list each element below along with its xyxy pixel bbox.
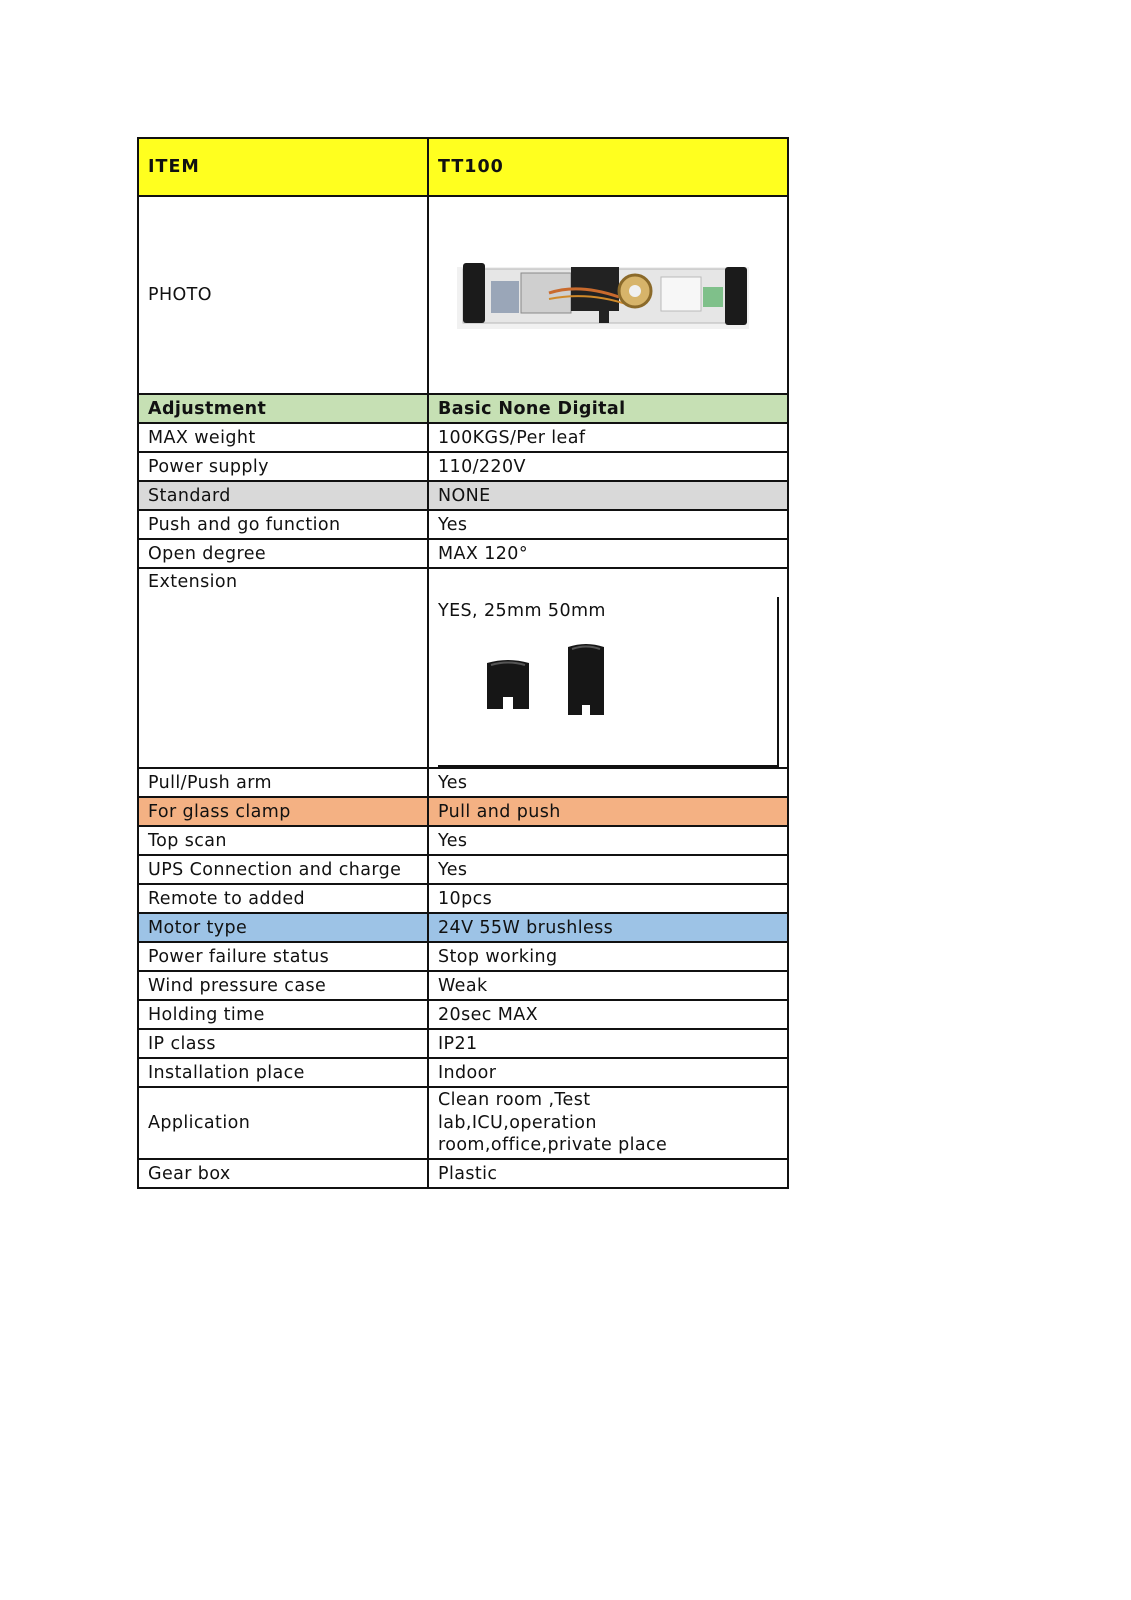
application-label: Application: [138, 1087, 428, 1159]
application-line: lab,ICU,operation: [438, 1112, 597, 1133]
door-operator-motor-icon: [429, 197, 787, 387]
header-model-cell: TT100: [428, 138, 788, 196]
table-row: [138, 423, 788, 452]
row-value: NONE: [428, 481, 788, 510]
row-value: Pull and push: [428, 797, 788, 826]
extension-frame-bottom: [438, 765, 779, 767]
row-value: Indoor: [428, 1058, 788, 1087]
row-value: Yes: [428, 826, 788, 855]
row-label: Pull/Push arm: [138, 768, 428, 797]
table-row: [138, 1058, 788, 1087]
table-row: [138, 1029, 788, 1058]
table-row: [138, 539, 788, 568]
table-row: [138, 855, 788, 884]
photo-cell: [428, 196, 788, 394]
header-item-cell: ITEM: [138, 138, 428, 196]
row-value: 24V 55W brushless: [428, 913, 788, 942]
row-value: IP21: [428, 1029, 788, 1058]
adjustment-value: Basic None Digital: [428, 394, 788, 423]
row-label: For glass clamp: [138, 797, 428, 826]
table-row: [138, 452, 788, 481]
row-label: IP class: [138, 1029, 428, 1058]
row-value: 100KGS/Per leaf: [428, 423, 788, 452]
extension-value: YES, 25mm 50mm: [438, 601, 606, 621]
photo-row: [138, 196, 788, 394]
row-label: Power supply: [138, 452, 428, 481]
table-row: [138, 797, 788, 826]
table-row: [138, 1000, 788, 1029]
row-label: Open degree: [138, 539, 428, 568]
extension-bushing-icon: [483, 657, 533, 713]
row-label: Remote to added: [138, 884, 428, 913]
extension-label: [138, 568, 428, 768]
table-row: [138, 481, 788, 510]
row-label: Power failure status: [138, 942, 428, 971]
row-label: Installation place: [138, 1058, 428, 1087]
row-label: UPS Connection and charge: [138, 855, 428, 884]
header-row: [138, 138, 788, 196]
extension-frame-right: [777, 597, 779, 767]
extension-row: [138, 568, 788, 768]
photo-label: PHOTO: [138, 196, 428, 394]
spec-table: [137, 137, 789, 1189]
row-value: MAX 120°: [428, 539, 788, 568]
row-label: Gear box: [138, 1159, 428, 1188]
row-value: Yes: [428, 855, 788, 884]
extension-bushing-icon: [564, 641, 608, 721]
application-line: Clean room ,Test: [438, 1090, 591, 1111]
row-value: Plastic: [428, 1159, 788, 1188]
table-row: [138, 971, 788, 1000]
table-row: [138, 826, 788, 855]
row-value: Yes: [428, 510, 788, 539]
application-value: [428, 1087, 788, 1159]
row-label: Wind pressure case: [138, 971, 428, 1000]
row-value: Weak: [428, 971, 788, 1000]
row-label: Holding time: [138, 1000, 428, 1029]
table-row: [138, 942, 788, 971]
row-label: Push and go function: [138, 510, 428, 539]
extension-label-text: Extension: [148, 572, 238, 592]
application-row: [138, 1087, 788, 1159]
table-row: [138, 913, 788, 942]
row-label: Motor type: [138, 913, 428, 942]
application-line: room,office,private place: [438, 1135, 668, 1156]
table-row: [138, 510, 788, 539]
row-value: 10pcs: [428, 884, 788, 913]
adjustment-label: Adjustment: [138, 394, 428, 423]
table-row: [138, 768, 788, 797]
row-value: 20sec MAX: [428, 1000, 788, 1029]
adjustment-row: [138, 394, 788, 423]
table-row: [138, 884, 788, 913]
row-label: Top scan: [138, 826, 428, 855]
row-value: 110/220V: [428, 452, 788, 481]
row-label: Standard: [138, 481, 428, 510]
table-row: [138, 1159, 788, 1188]
row-value: Yes: [428, 768, 788, 797]
extension-content: [429, 569, 787, 767]
extension-cell: [428, 568, 788, 768]
row-value: Stop working: [428, 942, 788, 971]
row-label: MAX weight: [138, 423, 428, 452]
